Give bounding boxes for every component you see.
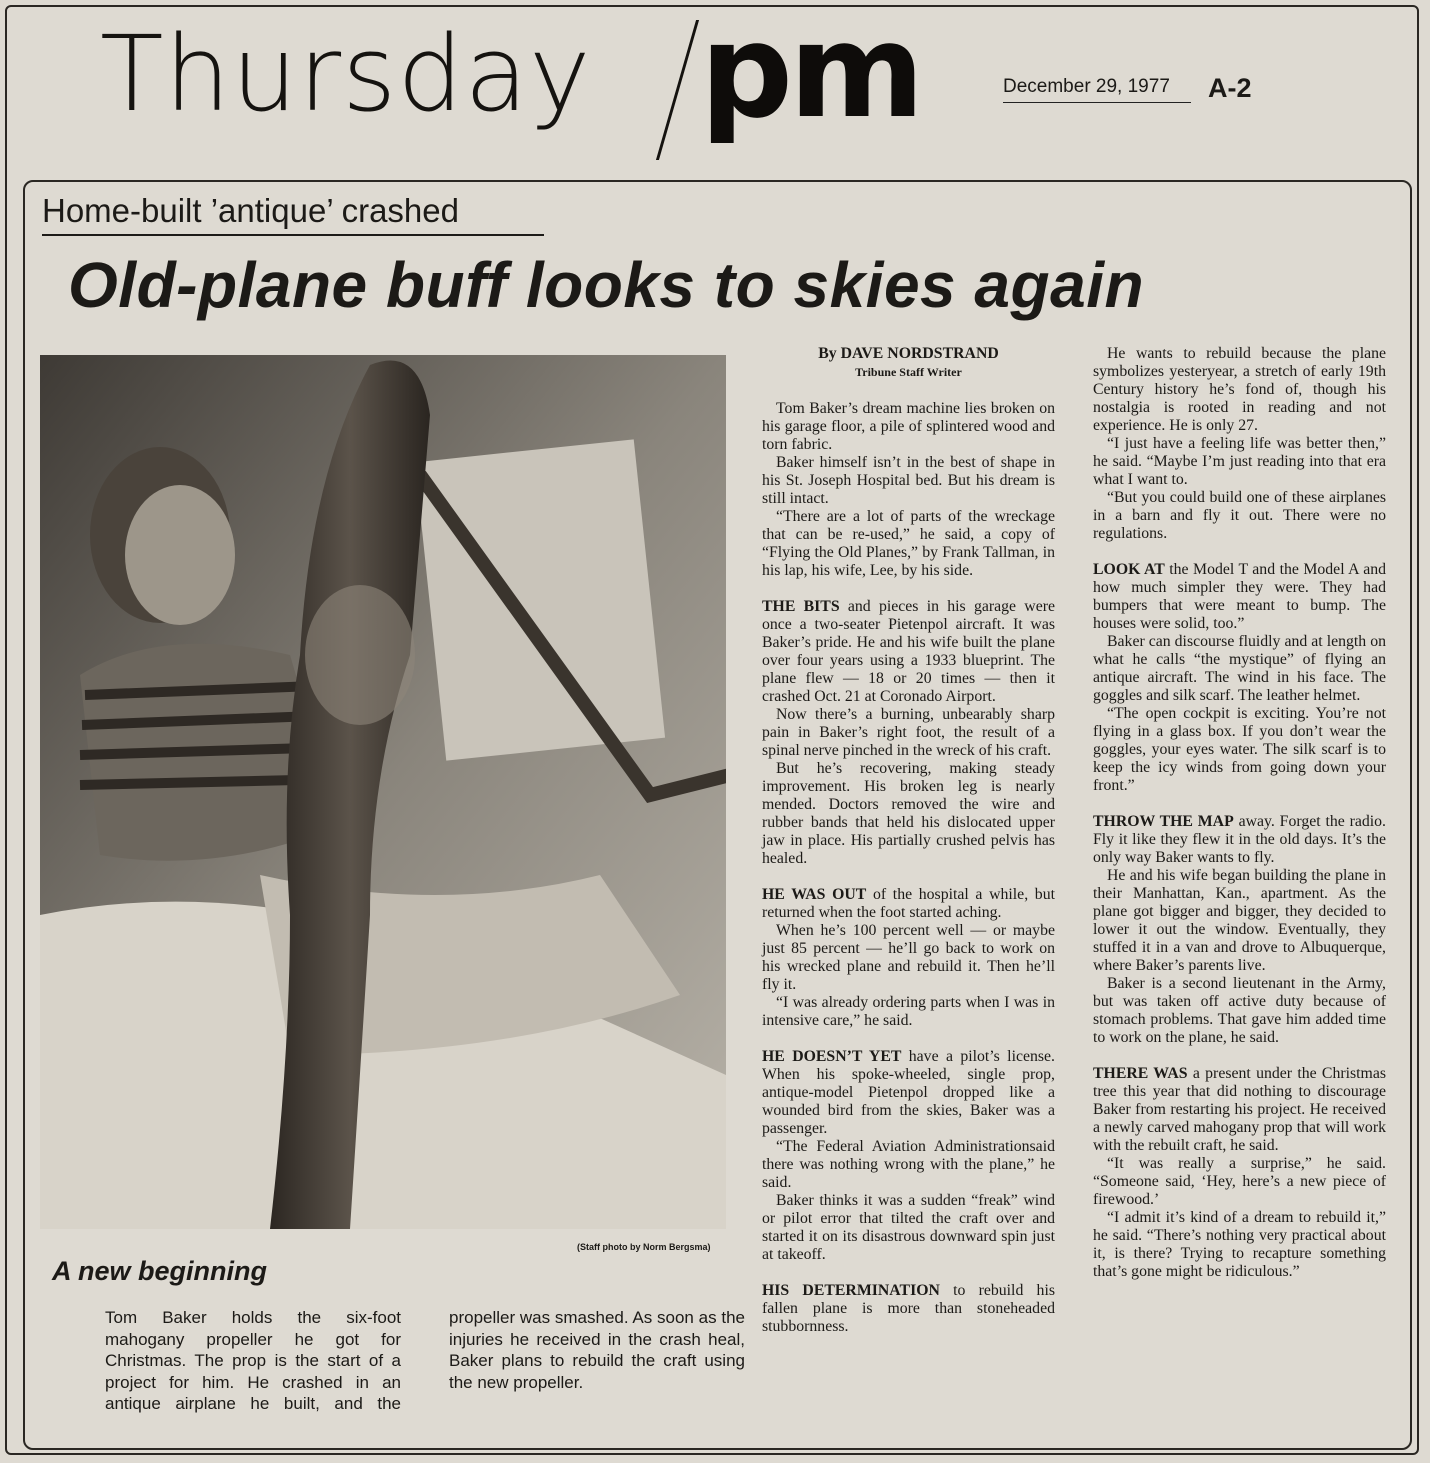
paragraph-text: Baker is a second lieutenant in the Army, but was taken off active duty because of stomach problems. That gave him added time to work on the plane, he said. [1093, 975, 1386, 1046]
byline [762, 345, 1055, 380]
article-paragraph [762, 706, 1055, 760]
article-paragraph [1093, 435, 1386, 489]
paragraph-text: have a pilot’s license. When his spoke-wheeled, single prop, antique-model Pietenpol dropped like a wounded bird from the skies, Baker was a passenger. [762, 1048, 1055, 1137]
paragraph-text: “There are a lot of parts of the wreckage that can be re-used,” he said, a copy of “Flying the Old Planes,” by Frank Tallman, in his lap, his wife, Lee, by his side. [762, 508, 1055, 579]
article-paragraph [762, 598, 1055, 706]
cutline-head: A new beginning [52, 1256, 267, 1286]
article-paragraph [762, 1192, 1055, 1264]
news-photo [40, 355, 726, 1229]
paragraph-text: Baker himself isn’t in the best of shape in his St. Joseph Hospital bed. But his dream is still intact. [762, 454, 1055, 507]
paragraph-text: away. Forget the radio. Fly it like they flew it in the old days. It’s the only way Baker wants to fly. [1093, 813, 1386, 866]
byline-title: Tribune Staff Writer [855, 365, 962, 379]
paragraph-text: “The Federal Aviation Administrationsaid there was nothing wrong with the plane,” he said. [762, 1138, 1055, 1191]
paragraph-lead-in: HE DOESN’T YET [762, 1048, 902, 1065]
paragraph-text: the Model T and the Model A and how much simpler they were. They had bumpers that were meant to bump. The houses were solid, too.” [1093, 561, 1386, 632]
paragraph-text: a present under the Christmas tree this year that did nothing to discourage Baker from restarting his project. He received a newly carved mahogany prop that will work with the rebuilt craft, he said. [1093, 1065, 1386, 1154]
article-paragraph [1093, 1065, 1386, 1155]
paragraph-text: Tom Baker’s dream machine lies broken on his garage floor, a pile of splintered wood and torn fabric. [762, 400, 1055, 453]
masthead-edition: pm [700, 0, 921, 147]
paragraph-text: When he’s 100 percent well — or maybe just 85 percent — he’ll go back to work on his wrecked plane and rebuild it. Then he’ll fly it. [762, 922, 1055, 993]
paragraph-text: “I admit it’s kind of a dream to rebuild it,” he said. “There’s nothing very practical about it, is there? Trying to recapture something that’s gone might be ridiculous.” [1093, 1209, 1386, 1280]
masthead-day: Thursday [100, 13, 592, 135]
article-paragraph [762, 400, 1055, 454]
paragraph-text: to rebuild his fallen plane is more than stoneheaded stubbornness. [762, 1282, 1055, 1335]
article-paragraph [1093, 867, 1386, 975]
paragraph-text: “The open cockpit is exciting. You’re not flying in a glass box. If you don’t wear the goggles, your eyes water. The silk scarf is to keep the icy winds from going down your front.” [1093, 705, 1386, 794]
article-paragraph [762, 1282, 1055, 1336]
article-paragraph [1093, 633, 1386, 705]
paragraph-lead-in: THROW THE MAP [1093, 813, 1234, 830]
article-paragraph [1093, 345, 1386, 435]
dateline: December 29, 1977 [1003, 76, 1191, 103]
paragraph-lead-in: LOOK AT [1093, 561, 1165, 578]
photo-illustration [40, 355, 726, 1229]
article-column-3 [1093, 345, 1386, 1281]
paragraph-lead-in: HE WAS OUT [762, 886, 867, 903]
headline: Old-plane buff looks to skies again [68, 249, 1145, 321]
paragraph-text: and pieces in his garage were once a two-seater Pietenpol aircraft. It was Baker’s pride. He and his wife built the plane over four years using a 1933 blueprint. The plane flew — 18 or 20 times — then it crashed Oct. 21 at Coronado Airport. [762, 598, 1055, 705]
article-paragraph [1093, 1155, 1386, 1209]
article-column-2 [762, 400, 1055, 1336]
paragraph-lead-in: THE BITS [762, 598, 840, 615]
article-paragraph [1093, 561, 1386, 633]
article-paragraph [1093, 1209, 1386, 1281]
paragraph-text: of the hospital a while, but returned when the foot started aching. [762, 886, 1055, 921]
article-paragraph [1093, 705, 1386, 795]
paragraph-text: He wants to rebuild because the plane symbolizes yesteryear, a stretch of early 19th Century history he’s fond of, though his nostalgia is rooted in reading and not experience. He is only 27. [1093, 345, 1386, 434]
paragraph-text: “I just have a feeling life was better then,” he said. “Maybe I’m just reading into that era what I want to. [1093, 435, 1386, 488]
article-paragraph [762, 454, 1055, 508]
photo-credit: (Staff photo by Norm Bergsma) [577, 1242, 711, 1252]
article-paragraph [1093, 489, 1386, 543]
byline-name: By DAVE NORDSTRAND [818, 345, 999, 362]
paragraph-text: “I was already ordering parts when I was in intensive care,” he said. [762, 994, 1055, 1029]
article-paragraph [762, 1138, 1055, 1192]
paragraph-lead-in: THERE WAS [1093, 1065, 1188, 1082]
article-paragraph [762, 508, 1055, 580]
page-number: A-2 [1208, 73, 1252, 103]
paragraph-text: “It was really a surprise,” he said. “Someone said, ‘Hey, here’s a new piece of firewood.’ [1093, 1155, 1386, 1208]
paragraph-text: Now there’s a burning, unbearably sharp pain in Baker’s right foot, the result of a spinal nerve pinched in the wreck of his craft. [762, 706, 1055, 759]
article-paragraph [762, 760, 1055, 868]
article-paragraph [1093, 975, 1386, 1047]
paragraph-text: But he’s recovering, making steady improvement. His broken leg is nearly mended. Doctors removed the wire and rubber bands that held his dislocated upper jaw in place. His partially crushed pelvis has healed. [762, 760, 1055, 867]
paragraph-text: “But you could build one of these airplanes in a barn and fly it out. There were no regulations. [1093, 489, 1386, 542]
article-paragraph [762, 922, 1055, 994]
paragraph-text: Baker thinks it was a sudden “freak” wind or pilot error that tilted the craft over and started it on its disastrous downward spin just at takeoff. [762, 1192, 1055, 1263]
paragraph-text: He and his wife began building the plane in their Manhattan, Kan., apartment. As the plane got bigger and bigger, they decided to lower it out the window. Eventually, they stuffed it in a van and drove to Albuquerque, where Baker’s parents live. [1093, 867, 1386, 974]
article-paragraph [762, 994, 1055, 1030]
article-paragraph [762, 886, 1055, 922]
article-paragraph [1093, 813, 1386, 867]
article-paragraph [762, 1048, 1055, 1138]
paragraph-text: Baker can discourse fluidly and at length on what he calls “the mystique” of flying an antique aircraft. The wind in his face. The goggles and silk scarf. The leather helmet. [1093, 633, 1386, 704]
kicker: Home-built ’antique’ crashed [42, 192, 544, 236]
paragraph-lead-in: HIS DETERMINATION [762, 1282, 940, 1299]
cutline: Tom Baker holds the six-foot mahogany propeller he got for Christmas. The prop is the start of a project for him. He crashed in an antique airplane he built, and the propeller was smashed. As soon as the injuries he received in the crash heal, Baker plans to rebuild the craft using the new propeller. [105, 1308, 745, 1413]
